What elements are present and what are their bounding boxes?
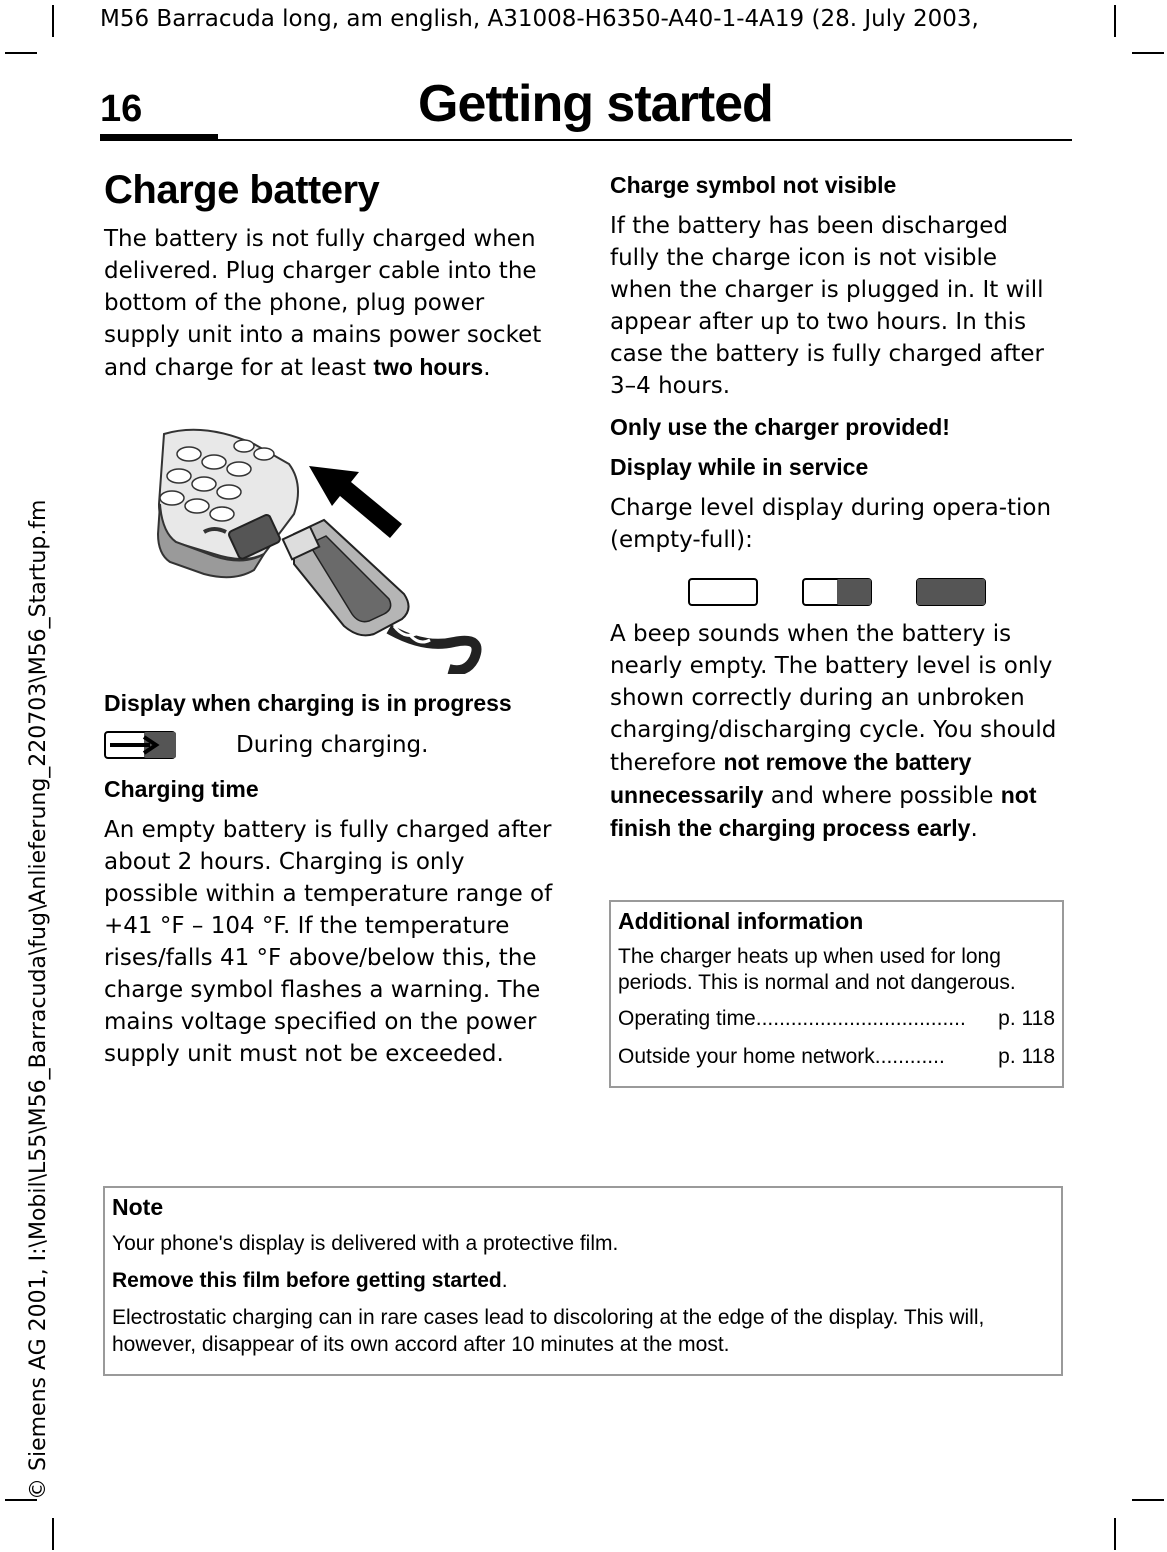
intro-text: The battery is not fully charged when delivered. Plug charger cable into the bottom of the phone, plug power supply unit into a mains power socket and charge for at least (104, 226, 542, 381)
reference-page: p. 118 (998, 1045, 1055, 1068)
beep-text: A beep sounds when the battery is nearly empty. The battery level is only shown correctly during an unbroken charging/discharging cycle. You should therefore (610, 621, 1057, 776)
charging-arrow-icon (104, 731, 178, 759)
note-paragraph-3: Electrostatic charging can in rare cases lead to discoloring at the edge of the display. This will, however, disappear of its own accord after 10 minutes at the most. (112, 1306, 985, 1356)
running-header: M56 Barracuda long, am english, A31008-H6350-A40-1-4A19 (28. July 2003, (100, 6, 979, 32)
note-title: Note (112, 1194, 164, 1220)
display-charging-heading: Display when charging is in progress (104, 690, 512, 716)
only-charger-warning: Only use the charger provided! (610, 414, 950, 440)
beep-end: . (970, 816, 978, 842)
info-box-title: Additional information (618, 908, 864, 934)
beep-bold-2: not finish the charging process early (610, 782, 1037, 841)
intro-paragraph (104, 223, 562, 384)
crop-mark (52, 5, 54, 37)
during-charging-text: During charging. (236, 732, 429, 758)
reference-label: Operating time (618, 1007, 756, 1030)
note-box (103, 1186, 1063, 1376)
battery-empty-icon (688, 578, 758, 606)
header-rule (100, 139, 1072, 141)
right-column (610, 170, 1060, 855)
battery-full-icon (916, 578, 986, 606)
battery-half-icon (802, 578, 872, 606)
phone-image (158, 430, 298, 577)
crop-mark (1132, 52, 1164, 54)
note-paragraph-2 (112, 1267, 1054, 1294)
display-service-text: Charge level display during opera-tion (empty-full): (610, 495, 1052, 553)
symbol-text: If the battery has been discharged fully the charge icon is not visible when the charger is plugged in. It will appear after up to two hours. In this case the battery is fully charged after 3–4 hours. (610, 213, 1045, 399)
beep-bold-1: not remove the battery unnecessarily (610, 749, 972, 808)
left-column (104, 168, 562, 1080)
note-p2-end: . (501, 1269, 508, 1292)
crop-mark (1114, 1518, 1116, 1550)
display-service-heading: Display while in service (610, 454, 869, 480)
symbol-heading: Charge symbol not visible (610, 172, 897, 198)
crop-mark (1132, 1499, 1164, 1501)
crop-mark (52, 1518, 54, 1550)
additional-info-box (609, 900, 1064, 1088)
battery-levels (688, 578, 1060, 606)
charger-plug-image (283, 520, 477, 670)
chapter-title: Getting started (418, 75, 773, 133)
intro-bold: two hours (373, 354, 484, 380)
charging-time-text: An empty battery is fully charged after about 2 hours. Charging is only possible within a temperature range of +41 °F – 104 °F. If the temperature rises/falls 41 °F above/below this, the charge symbol flashes a warning. The mains voltage specified on the power supply unit must not be exceeded. (104, 817, 553, 1067)
reference-label: Outside your home network (618, 1045, 875, 1068)
charging-indicator-row (104, 728, 562, 762)
crop-mark (5, 52, 37, 54)
note-paragraph-1: Your phone's display is delivered with a protective film. (112, 1232, 619, 1255)
side-file-path: © Siemens AG 2001, I:\Mobil\L55\M56_Barracuda\fug\Anlieferung_220703\M56_Startup.fm (26, 499, 51, 1500)
charging-time-heading: Charging time (104, 776, 259, 802)
reference-page: p. 118 (998, 1007, 1055, 1030)
reference-operating-time[interactable] (618, 1006, 1055, 1032)
intro-end: . (483, 355, 491, 381)
beep-mid: and where possible (763, 783, 1001, 809)
reference-dots: .................................... (755, 1007, 966, 1030)
beep-paragraph (610, 618, 1060, 845)
crop-mark (1114, 5, 1116, 37)
info-box-text: The charger heats up when used for long periods. This is normal and not dangerous. (618, 945, 1016, 994)
charger-illustration (104, 414, 562, 674)
note-bold: Remove this film before getting started (112, 1269, 502, 1292)
reference-dots: ............ (874, 1045, 945, 1068)
reference-home-network[interactable] (618, 1044, 1055, 1070)
section-heading: Charge battery (104, 168, 380, 212)
page-number: 16 (100, 88, 143, 130)
